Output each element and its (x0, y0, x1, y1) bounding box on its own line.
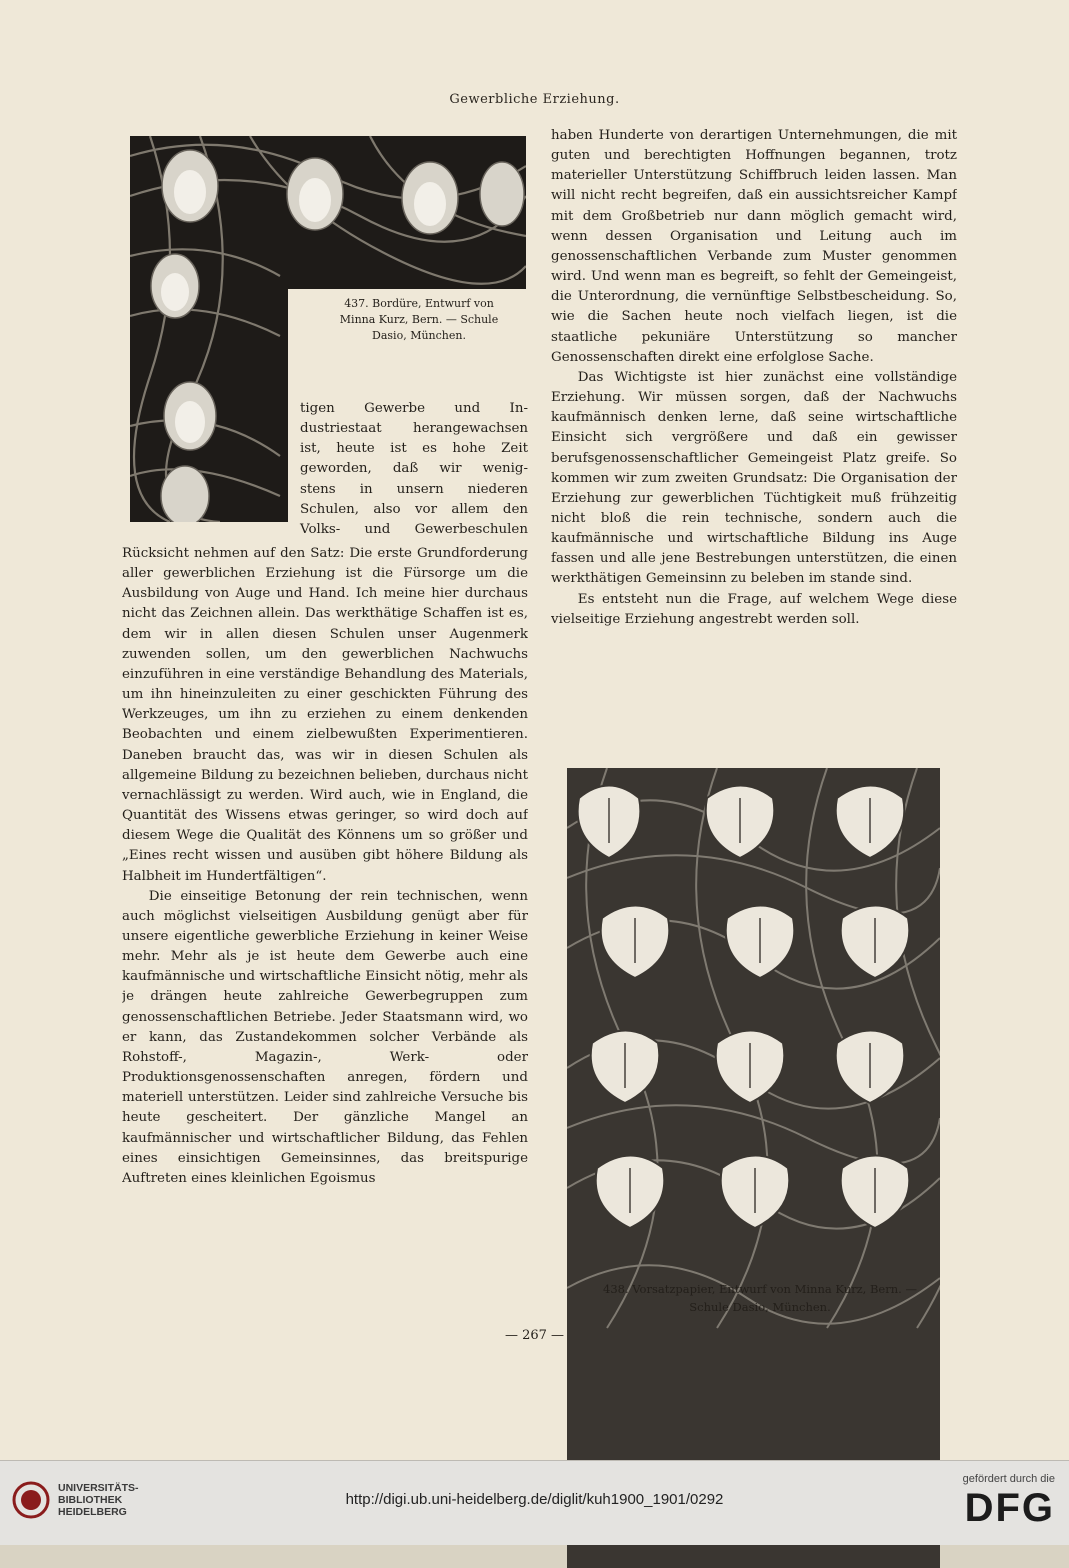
library-name-line: UNIVERSITÄTS- (58, 1482, 139, 1494)
paragraph: haben Hunderte von derartigen Unternehmungen, die mit guten und berechtigten Hoffnungen begannen, trotz materieller Unterstützung Schiffbruch leiden lassen. Man will nicht recht begreifen, daß ein aussichtsreicher Kampf mit dem Großbetrieb nur dann möglich gemacht wird, wenn dessen Organisation und Leitung auch im genossenschaftlichen Verbande zum Muster genommen wird. Und wenn man es begreift, so fehlt der Gemeingeist, die Unterordnung, die vernünftige Selbstbescheidung. So, wie die Sachen heute noch vielfach liegen, ist die staatliche pekuniäre Unterstützung so mancher Genossenschaften direkt eine erfolglose Sache. (551, 128, 957, 365)
left-column-beside-figure (300, 399, 528, 540)
figure-438-caption-line: 438. Vorsatzpapier, Entwurf von Minna Kurz, Bern. — (603, 1282, 917, 1296)
figure-437-caption (296, 296, 542, 344)
figure-438-endpaper-pattern (567, 768, 940, 1568)
text-line: ist, heute ist es hohe Zeit (300, 441, 528, 457)
library-name-line: HEIDELBERG (58, 1506, 127, 1518)
text-line: dustriestaat herangewachsen (300, 421, 528, 437)
text-line: geworden, daß wir wenig- (300, 461, 528, 477)
paragraph: Rücksicht nehmen auf den Satz: Die erste Grundforderung aller gewerblichen Erziehung ist die Fürsorge um die Ausbildung von Auge und Hand. Ich meine hier durchaus nicht das Zeichnen allein. Das werkthätige Schaffen ist es, dem wir in allen diesen Schulen unser Augenmerk zuwenden sollen, um den gewerblichen Nachwuchs einzuführen in eine verständige Behandlung des Materials, um ihn hineinzuleiten zu einer geschickten Führung des Werkzeuges, um ihn zu erziehen zu einem denkenden Beobachten und einem zielbewußten Experimentieren. Daneben braucht das, was wir in diesen Schulen als allgemeine Bildung zu bezeichnen belieben, durchaus nicht vernachlässigt zu werden. Wird auch, wie in England, die Quantität des Wissens etwas geringer, so wird doch auf diesem Wege die Qualität des Könnens um so größer und „Eines recht wissen und ausüben gibt höhere Bildung als Halbheit im Hundertfältigen“. (122, 546, 528, 884)
viewer-footer (0, 1460, 1069, 1545)
right-column-body (551, 126, 957, 736)
library-name-line: BIBLIOTHEK (58, 1494, 123, 1506)
permalink-url[interactable]: http://digi.ub.uni-heidelberg.de/diglit/kuh1900_1901/0292 (345, 1491, 724, 1508)
text-line: Schulen, also vor allem den (300, 501, 528, 517)
text-line: Volks- und Gewerbeschulen (300, 521, 528, 537)
figure-437-caption-line: 437. Bordüre, Entwurf von (344, 297, 494, 310)
figure-438-caption-block (560, 1280, 960, 1316)
funded-by-label: gefördert durch die (962, 1473, 1055, 1485)
figure-438-caption-line: Schule Dasio, München. (689, 1300, 831, 1314)
paragraph: Es entsteht nun die Frage, auf welchem Wege diese vielseitige Erziehung angestrebt werden soll. (551, 591, 957, 627)
dfg-logo: DFG (964, 1486, 1055, 1530)
left-column-body (122, 544, 528, 1314)
figure-437-caption-line: Dasio, München. (372, 329, 466, 342)
text-line: stens in unsern niederen (300, 481, 528, 497)
paragraph: Die einseitige Betonung der rein technischen, wenn auch möglichst vielseitigen Ausbildung genügt aber für unsere eigentliche gewerbliche Erziehung in keiner Weise mehr. Mehr als je ist heute dem Gewerbe auch eine kaufmännische und wirtschaftliche Einsicht nötig, mehr als je drängen heute zahlreiche Gewerbegruppen zum genossenschaftlichen Betriebe. Jeder Staatsmann wird, wo er kann, das Zustandekommen solcher Verbände als Rohstoff-, Magazin-, Werk- oder Produktionsgenossenschaften anregen, fördern und materiell unterstützen. Leider sind zahlreiche Versuche bis heute gescheitert. Der gänzliche Mangel an kaufmännischer und wirtschaftlicher Bildung, das Fehlen eines einsichtigen Gemeinsinnes, das breitspurige Auftreten eines kleinlichen Egoismus (122, 888, 528, 1186)
figure-437-caption-line: Minna Kurz, Bern. — Schule (339, 313, 499, 326)
paragraph: Das Wichtigste ist hier zunächst eine vollständige Erziehung. Wir müssen sorgen, daß der Nachwuchs kaufmännisch denken lerne, daß seine wirtschaftliche Einsicht sich vergrößere und daß ein gewisser berufsgenossenschaftlicher Gemeingeist Platz greife. So kommen wir zum zweiten Grundsatz: Die Organisation der Erziehung zur gewerblichen Tüchtigkeit muß frühzeitig nicht bloß die rein technische, sondern auch die kaufmännische und wirtschaftliche Bildung ins Auge fassen und alle jene Bestrebungen unterstützen, die einen werkthätigen Gemeinsinn zu beleben im stande sind. (551, 369, 957, 587)
funder-block[interactable] (963, 1473, 1055, 1531)
text-line: tigen Gewerbe und In- (300, 401, 528, 416)
running-header: Gewerbliche Erziehung. (449, 92, 620, 107)
page-number: — 267 — (504, 1328, 565, 1343)
